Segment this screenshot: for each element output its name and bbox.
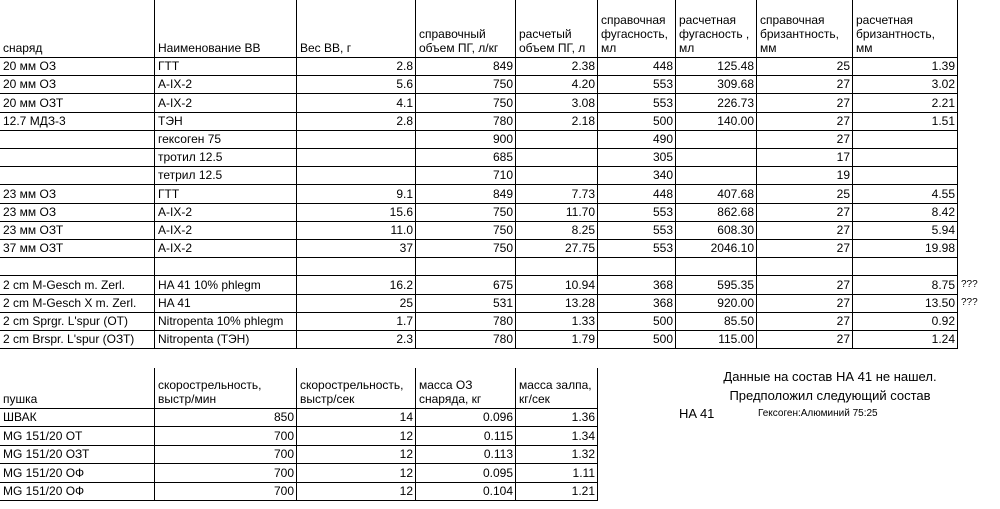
header-cell[interactable] bbox=[853, 0, 958, 57]
table-cell[interactable]: 0.104 bbox=[482, 483, 513, 498]
table-cell[interactable] bbox=[297, 130, 416, 148]
table-cell[interactable]: 8.42 bbox=[931, 204, 955, 219]
table-cell[interactable]: 23 мм ОЗ bbox=[3, 186, 57, 201]
grid-line bbox=[515, 368, 516, 500]
table-cell[interactable]: 4.1 bbox=[396, 95, 413, 110]
table-cell[interactable]: 3.02 bbox=[931, 77, 955, 92]
header-cell[interactable] bbox=[516, 0, 598, 57]
table-cell[interactable]: тетрил 12.5 bbox=[158, 168, 223, 183]
header-text-line: справочный bbox=[419, 27, 486, 41]
table-cell[interactable]: 553 bbox=[652, 241, 673, 256]
table-cell[interactable]: 3.08 bbox=[571, 95, 595, 110]
table-cell[interactable]: тротил 12.5 bbox=[158, 150, 223, 165]
table-cell[interactable]: 1.24 bbox=[931, 332, 955, 347]
table-cell[interactable]: 23 мм ОЗТ bbox=[3, 222, 64, 237]
table-cell[interactable]: ГТТ bbox=[158, 186, 180, 201]
table-cell[interactable]: 900 bbox=[492, 131, 513, 146]
table-cell[interactable]: 305 bbox=[652, 150, 673, 165]
table-cell[interactable]: 11.70 bbox=[565, 204, 595, 219]
table-cell[interactable]: 27 bbox=[836, 241, 850, 256]
header-text-line: Наименование ВВ bbox=[158, 41, 261, 55]
table-cell[interactable]: A-IX-2 bbox=[158, 204, 193, 219]
header-text-line: расчетый bbox=[519, 27, 572, 41]
grid-line bbox=[0, 330, 958, 331]
question-mark: ??? bbox=[961, 278, 978, 290]
table-cell[interactable]: A-IX-2 bbox=[158, 241, 193, 256]
header-text-line: бризантность, bbox=[856, 27, 935, 41]
table-cell[interactable]: 553 bbox=[652, 204, 673, 219]
table-cell[interactable]: 0.115 bbox=[483, 428, 513, 443]
table-cell[interactable]: 12.7 МДЗ-3 bbox=[3, 113, 66, 128]
table-cell[interactable]: ШВАК bbox=[3, 410, 37, 425]
header-text-line: расчетная bbox=[856, 13, 914, 27]
grid-line bbox=[415, 368, 416, 500]
table-cell[interactable]: 20 мм ОЗТ bbox=[3, 95, 64, 110]
grid-line bbox=[0, 482, 598, 483]
grid-line bbox=[597, 368, 598, 500]
table-cell[interactable] bbox=[516, 257, 598, 275]
table-cell[interactable] bbox=[0, 257, 155, 275]
header-cell[interactable] bbox=[757, 0, 853, 57]
table-cell[interactable]: 15.6 bbox=[389, 204, 413, 219]
table-cell[interactable]: 780 bbox=[492, 332, 513, 347]
table-cell[interactable]: 1.51 bbox=[931, 113, 955, 128]
header-text-line: кг/сек bbox=[519, 392, 550, 406]
table-cell[interactable]: 5.94 bbox=[931, 222, 955, 237]
table-cell[interactable]: MG 151/20 OT bbox=[3, 428, 83, 443]
grid-line bbox=[0, 93, 958, 94]
grid-line bbox=[0, 75, 958, 76]
table-cell[interactable] bbox=[676, 257, 757, 275]
table-cell[interactable]: 25 bbox=[836, 186, 850, 201]
table-cell[interactable] bbox=[297, 148, 416, 166]
header-text-line: бризантность, bbox=[760, 27, 839, 41]
grid-line bbox=[0, 312, 958, 313]
table-cell[interactable]: 595.35 bbox=[717, 277, 754, 292]
table-cell[interactable]: 2.3 bbox=[396, 332, 413, 347]
grid-line bbox=[597, 0, 598, 348]
table-cell[interactable]: 17 bbox=[836, 150, 850, 165]
header-text-line: мм bbox=[856, 41, 873, 55]
table-cell[interactable]: 750 bbox=[492, 77, 513, 92]
grid-line bbox=[0, 239, 958, 240]
table-cell[interactable]: 115.00 bbox=[718, 332, 754, 347]
grid-line bbox=[0, 275, 958, 276]
table-cell[interactable]: 1.32 bbox=[571, 447, 595, 462]
table-cell[interactable]: 12 bbox=[399, 465, 413, 480]
table-cell[interactable]: 0.113 bbox=[483, 447, 513, 462]
table-cell[interactable]: 12 bbox=[399, 483, 413, 498]
table-cell[interactable]: 448 bbox=[652, 186, 673, 201]
grid-line bbox=[0, 57, 958, 58]
table-cell[interactable]: 700 bbox=[273, 428, 294, 443]
table-cell[interactable]: 2 cm Sprgr. L'spur (OT) bbox=[3, 313, 128, 328]
table-cell[interactable]: 675 bbox=[492, 277, 513, 292]
note-composition: Гексоген:Алюминий 75:25 bbox=[758, 408, 878, 419]
table-cell[interactable]: 750 bbox=[492, 222, 513, 237]
table-cell[interactable]: MG 151/20 ОФ bbox=[3, 483, 85, 498]
table-cell[interactable]: гексоген 75 bbox=[158, 131, 222, 146]
table-cell[interactable]: A-IX-2 bbox=[158, 95, 193, 110]
table-cell[interactable]: 25 bbox=[399, 295, 413, 310]
table-cell[interactable]: 340 bbox=[652, 168, 673, 183]
table-cell[interactable]: 700 bbox=[273, 465, 294, 480]
header-text-line: объем ПГ, л bbox=[519, 41, 586, 55]
table-cell[interactable]: 37 мм ОЗТ bbox=[3, 241, 64, 256]
header-text-line: расчетная bbox=[679, 13, 737, 27]
table-cell[interactable]: MG 151/20 ОФ bbox=[3, 465, 85, 480]
header-cell[interactable] bbox=[598, 0, 676, 57]
table-cell[interactable]: 608.30 bbox=[717, 222, 754, 237]
table-cell[interactable]: 2 cm M-Gesch X m. Zerl. bbox=[3, 295, 137, 310]
header-cell[interactable] bbox=[297, 0, 416, 57]
table-cell[interactable]: 27 bbox=[836, 313, 850, 328]
header-cell[interactable] bbox=[297, 368, 416, 408]
header-text-line: мм bbox=[760, 41, 777, 55]
table-cell[interactable]: 1.21 bbox=[571, 483, 595, 498]
table-cell[interactable]: 85.50 bbox=[723, 313, 754, 328]
table-cell[interactable]: 750 bbox=[492, 241, 513, 256]
table-cell[interactable]: 2 cm M-Gesch m. Zerl. bbox=[3, 277, 126, 292]
table-cell[interactable]: 12 bbox=[399, 428, 413, 443]
table-cell[interactable] bbox=[297, 257, 416, 275]
table-cell[interactable]: 531 bbox=[492, 295, 513, 310]
table-cell[interactable] bbox=[0, 148, 155, 166]
grid-line bbox=[957, 0, 958, 348]
table-cell[interactable]: 490 bbox=[652, 131, 673, 146]
header-text-line: объем ПГ, л/кг bbox=[419, 41, 499, 55]
table-cell[interactable]: 12 bbox=[399, 447, 413, 462]
table-cell[interactable] bbox=[516, 166, 598, 184]
table-cell[interactable] bbox=[853, 130, 958, 148]
table-cell[interactable]: 2046.10 bbox=[710, 241, 754, 256]
table-cell[interactable]: 27 bbox=[836, 77, 850, 92]
table-cell[interactable]: 850 bbox=[273, 410, 294, 425]
grid-line bbox=[0, 112, 958, 113]
table-cell[interactable]: 780 bbox=[492, 313, 513, 328]
grid-line bbox=[0, 463, 598, 464]
table-cell[interactable]: 8.75 bbox=[931, 277, 955, 292]
table-cell[interactable]: 407.68 bbox=[717, 186, 754, 201]
table-cell[interactable]: 11.0 bbox=[390, 222, 413, 237]
table-cell[interactable]: 23 мм ОЗ bbox=[3, 204, 57, 219]
table-cell[interactable]: 2.38 bbox=[571, 59, 595, 74]
table-cell[interactable]: 19.98 bbox=[924, 241, 955, 256]
table-cell[interactable]: HA 41 bbox=[158, 295, 191, 310]
header-text-line: масса ОЗ bbox=[419, 378, 473, 392]
table-cell[interactable]: 1.7 bbox=[396, 313, 413, 328]
table-cell[interactable]: 20 мм ОЗ bbox=[3, 59, 57, 74]
table-cell[interactable]: 27 bbox=[836, 222, 850, 237]
table-cell[interactable]: 500 bbox=[652, 332, 673, 347]
grid-line bbox=[0, 500, 598, 501]
table-cell[interactable]: 27 bbox=[836, 332, 850, 347]
grid-line bbox=[154, 0, 155, 348]
table-cell[interactable]: 685 bbox=[492, 150, 513, 165]
table-cell[interactable]: 0.92 bbox=[931, 313, 955, 328]
grid-line bbox=[0, 445, 598, 446]
table-cell[interactable]: 553 bbox=[652, 95, 673, 110]
table-cell[interactable]: 0.095 bbox=[482, 465, 513, 480]
table-cell[interactable]: 2.21 bbox=[931, 95, 955, 110]
grid-line bbox=[0, 148, 958, 149]
header-cell[interactable] bbox=[0, 368, 155, 408]
grid-line bbox=[296, 368, 297, 500]
table-cell[interactable] bbox=[516, 130, 598, 148]
header-cell[interactable] bbox=[155, 0, 297, 57]
table-cell[interactable]: 1.79 bbox=[571, 332, 595, 347]
grid-line bbox=[0, 130, 958, 131]
table-cell[interactable]: 368 bbox=[652, 277, 673, 292]
header-cell[interactable] bbox=[155, 368, 297, 408]
table-cell[interactable] bbox=[155, 257, 297, 275]
header-cell[interactable] bbox=[416, 0, 516, 57]
grid-line bbox=[756, 0, 757, 348]
table-cell[interactable]: 849 bbox=[492, 186, 513, 201]
table-cell[interactable] bbox=[676, 148, 757, 166]
grid-line bbox=[0, 348, 958, 349]
table-cell[interactable]: 710 bbox=[492, 168, 513, 183]
table-cell[interactable]: 5.6 bbox=[396, 77, 413, 92]
header-text-line: мл bbox=[679, 41, 695, 55]
table-cell[interactable]: A-IX-2 bbox=[158, 222, 193, 237]
table-cell[interactable]: 4.55 bbox=[931, 186, 955, 201]
table-cell[interactable]: 37 bbox=[399, 241, 413, 256]
grid-line bbox=[0, 426, 598, 427]
table-cell[interactable]: 19 bbox=[836, 168, 850, 183]
table-cell[interactable]: HA 41 10% phlegm bbox=[158, 277, 261, 292]
table-cell[interactable] bbox=[853, 166, 958, 184]
table-cell[interactable]: 8.25 bbox=[571, 222, 595, 237]
note-line-1: Данные на состав НА 41 не нашел. bbox=[723, 369, 937, 384]
header-cell[interactable] bbox=[416, 368, 516, 408]
table-cell[interactable]: 27 bbox=[836, 113, 850, 128]
table-cell[interactable]: 1.39 bbox=[931, 59, 955, 74]
header-text-line: снаряда, кг bbox=[419, 392, 482, 406]
table-cell[interactable]: A-IX-2 bbox=[158, 77, 193, 92]
table-cell[interactable]: 13.50 bbox=[924, 295, 955, 310]
table-cell[interactable]: 25 bbox=[836, 59, 850, 74]
table-cell[interactable]: 13.28 bbox=[564, 295, 595, 310]
table-cell[interactable] bbox=[297, 166, 416, 184]
table-cell[interactable]: 309.68 bbox=[717, 77, 754, 92]
grid-line bbox=[852, 0, 853, 348]
table-cell[interactable]: 500 bbox=[652, 313, 673, 328]
grid-line bbox=[675, 0, 676, 348]
header-text-line: фугасность , bbox=[679, 27, 750, 41]
table-cell[interactable] bbox=[516, 148, 598, 166]
table-cell[interactable]: 553 bbox=[652, 222, 673, 237]
grid-line bbox=[0, 408, 598, 409]
header-text-line: масса залпа, bbox=[519, 378, 592, 392]
table-cell[interactable]: 849 bbox=[492, 59, 513, 74]
table-cell[interactable]: 500 bbox=[652, 113, 673, 128]
table-cell[interactable]: 780 bbox=[492, 113, 513, 128]
table-cell[interactable]: 27 bbox=[836, 295, 850, 310]
table-cell[interactable]: 750 bbox=[492, 95, 513, 110]
table-cell[interactable]: ТЭН bbox=[158, 113, 183, 128]
header-text-line: справочная bbox=[760, 13, 825, 27]
grid-line bbox=[0, 203, 958, 204]
header-text-line: мл bbox=[601, 41, 617, 55]
table-cell[interactable]: 700 bbox=[273, 483, 294, 498]
header-text-line: пушка bbox=[3, 392, 38, 406]
grid-line bbox=[0, 166, 958, 167]
table-cell[interactable] bbox=[598, 257, 676, 275]
table-cell[interactable] bbox=[853, 148, 958, 166]
header-text-line: выстр/сек bbox=[300, 392, 355, 406]
table-cell[interactable]: 14 bbox=[399, 410, 413, 425]
table-cell[interactable]: MG 151/20 ОЗТ bbox=[3, 447, 90, 462]
table-cell[interactable]: 2.8 bbox=[396, 59, 413, 74]
grid-line bbox=[154, 368, 155, 500]
header-text-line: снаряд bbox=[3, 41, 43, 55]
table-cell[interactable] bbox=[676, 130, 757, 148]
table-cell[interactable]: 10.94 bbox=[564, 277, 595, 292]
table-cell[interactable]: 750 bbox=[492, 204, 513, 219]
grid-line bbox=[415, 0, 416, 348]
note-line-2: Предположил следующий состав bbox=[729, 388, 931, 403]
table-cell[interactable]: 226.73 bbox=[717, 95, 754, 110]
header-cell[interactable] bbox=[676, 0, 757, 57]
table-cell[interactable]: ГТТ bbox=[158, 59, 180, 74]
grid-line bbox=[296, 0, 297, 348]
table-cell[interactable]: 700 bbox=[273, 447, 294, 462]
table-cell[interactable] bbox=[676, 166, 757, 184]
table-cell[interactable]: 20 мм ОЗ bbox=[3, 77, 57, 92]
grid-line bbox=[0, 257, 958, 258]
grid-line bbox=[0, 221, 958, 222]
table-cell[interactable]: 1.34 bbox=[571, 428, 595, 443]
table-cell[interactable]: 920.00 bbox=[717, 295, 754, 310]
table-cell[interactable]: 1.36 bbox=[571, 410, 595, 425]
table-cell[interactable]: 0.096 bbox=[482, 410, 513, 425]
header-text-line: скорострельность, bbox=[158, 378, 262, 392]
grid-line bbox=[0, 184, 958, 185]
table-cell[interactable] bbox=[0, 166, 155, 184]
header-text-line: справочная bbox=[601, 13, 666, 27]
table-cell[interactable] bbox=[757, 257, 853, 275]
table-cell[interactable]: Nitropenta 10% phlegm bbox=[158, 313, 284, 328]
table-cell[interactable]: 1.11 bbox=[572, 465, 595, 480]
table-cell[interactable]: 862.68 bbox=[717, 204, 754, 219]
header-cell[interactable] bbox=[0, 0, 155, 57]
grid-line bbox=[0, 294, 958, 295]
table-cell[interactable]: 27 bbox=[836, 204, 850, 219]
table-cell[interactable]: 448 bbox=[652, 59, 673, 74]
table-cell[interactable]: 2.8 bbox=[396, 113, 413, 128]
table-cell[interactable]: 125.48 bbox=[717, 59, 754, 74]
table-cell[interactable]: Nitropenta (ТЭН) bbox=[158, 332, 250, 347]
table-cell[interactable]: 27 bbox=[836, 131, 850, 146]
table-cell[interactable]: 1.33 bbox=[571, 313, 595, 328]
table-cell[interactable] bbox=[853, 257, 958, 275]
table-cell[interactable]: 2.18 bbox=[571, 113, 595, 128]
table-cell[interactable]: 140.00 bbox=[717, 113, 754, 128]
table-cell[interactable] bbox=[0, 130, 155, 148]
table-cell[interactable]: 27 bbox=[836, 95, 850, 110]
grid-line bbox=[515, 0, 516, 348]
table-cell[interactable]: 27 bbox=[836, 277, 850, 292]
table-cell[interactable]: 368 bbox=[652, 295, 673, 310]
header-text-line: фугасность, bbox=[601, 27, 668, 41]
table-cell[interactable]: 27.75 bbox=[564, 241, 595, 256]
header-cell[interactable] bbox=[516, 368, 598, 408]
table-cell[interactable]: 16.2 bbox=[389, 277, 413, 292]
table-cell[interactable]: 553 bbox=[652, 77, 673, 92]
note-label: HA 41 bbox=[679, 406, 715, 421]
header-text-line: скорострельность, bbox=[300, 378, 404, 392]
table-cell[interactable]: 9.1 bbox=[396, 186, 413, 201]
table-cell[interactable] bbox=[416, 257, 516, 275]
header-text-line: Вес ВВ, г bbox=[300, 41, 352, 55]
header-text-line: выстр/мин bbox=[158, 392, 217, 406]
table-cell[interactable]: 7.73 bbox=[571, 186, 595, 201]
table-cell[interactable]: 4.20 bbox=[571, 77, 595, 92]
table-cell[interactable]: 2 cm Brspr. L'spur (ОЗТ) bbox=[3, 332, 135, 347]
question-mark: ??? bbox=[961, 296, 978, 308]
